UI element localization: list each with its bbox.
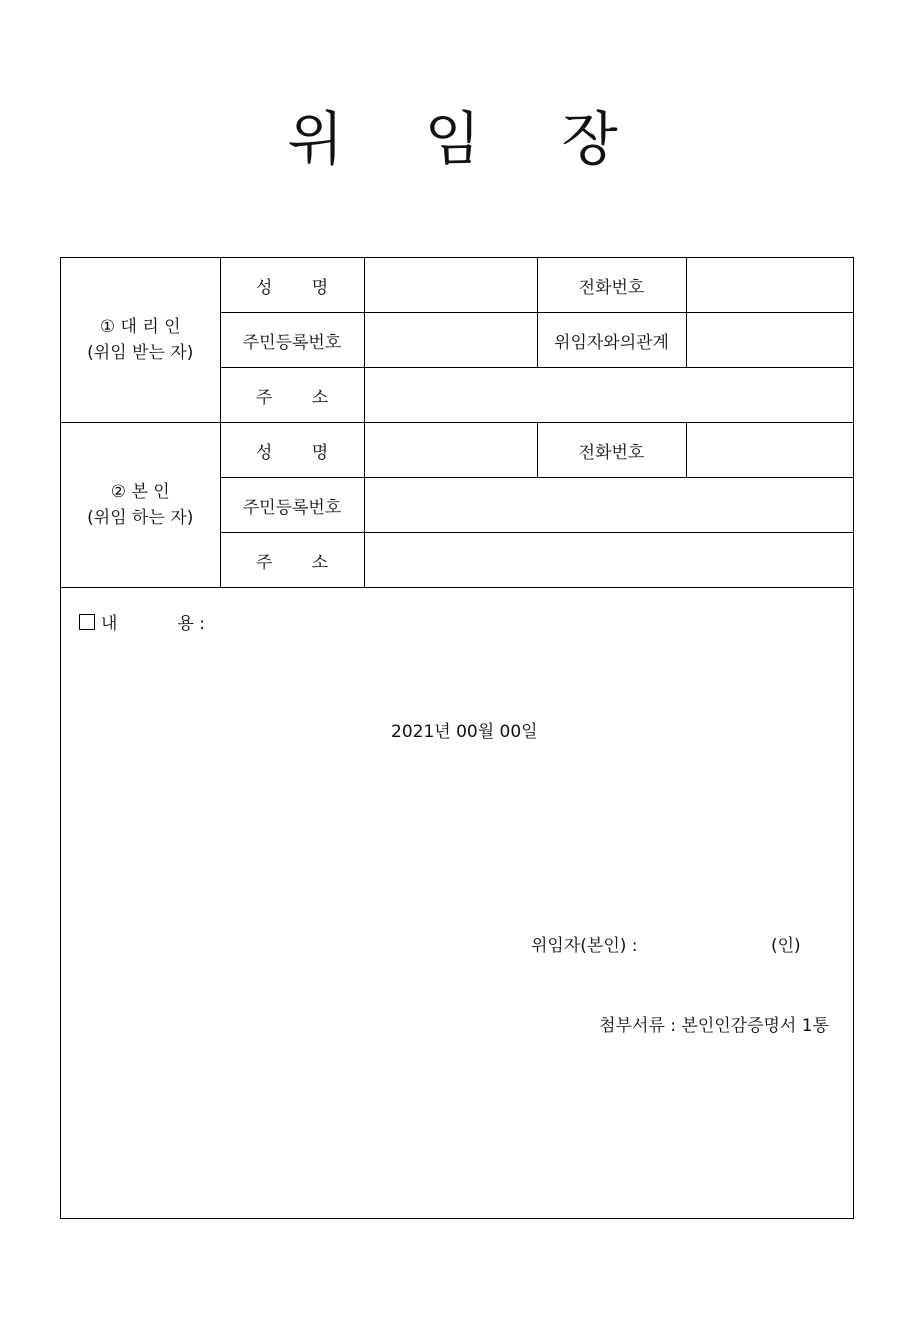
content-section bbox=[61, 585, 853, 1218]
principal-name-field[interactable] bbox=[364, 423, 537, 478]
agent-address-label: 주 소 bbox=[220, 368, 364, 423]
date-line: 2021년 00월 00일 bbox=[391, 722, 538, 742]
principal-address-field[interactable] bbox=[364, 533, 853, 588]
principal-row-name bbox=[61, 423, 853, 478]
title-char: 위 bbox=[287, 105, 344, 173]
form-frame bbox=[60, 257, 854, 1219]
seal-label: (인) bbox=[771, 936, 801, 956]
checkbox-square-icon bbox=[79, 614, 95, 630]
attachment-note: 첨부서류 : 본인인감증명서 1통 bbox=[599, 1016, 829, 1036]
agent-group-title: ① 대 리 인 bbox=[99, 317, 181, 337]
principal-group-label bbox=[61, 423, 220, 588]
content-label-tail: 용 : bbox=[177, 614, 205, 634]
principal-phone-label: 전화번호 bbox=[537, 423, 686, 478]
agent-row-name bbox=[61, 258, 853, 313]
agent-group-label bbox=[61, 258, 220, 423]
agent-address-field[interactable] bbox=[364, 368, 853, 423]
document-title bbox=[0, 92, 905, 176]
title-char: 장 bbox=[561, 105, 618, 173]
principal-name-label: 성 명 bbox=[220, 423, 364, 478]
agent-rrn-field[interactable] bbox=[364, 313, 537, 368]
agent-phone-label: 전화번호 bbox=[537, 258, 686, 313]
principal-rrn-field[interactable] bbox=[364, 478, 853, 533]
principal-phone-field[interactable] bbox=[686, 423, 853, 478]
principal-address-label: 주 소 bbox=[220, 533, 364, 588]
principal-group-subtitle: (위임 하는 자) bbox=[87, 508, 194, 528]
form-table bbox=[61, 258, 853, 588]
agent-group-subtitle: (위임 받는 자) bbox=[87, 343, 194, 363]
agent-rrn-label: 주민등록번호 bbox=[220, 313, 364, 368]
signer-label: 위임자(본인) : bbox=[531, 936, 638, 956]
agent-relation-label: 위임자와의관계 bbox=[537, 313, 686, 368]
principal-group-title: ② 본 인 bbox=[110, 482, 170, 502]
agent-relation-field[interactable] bbox=[686, 313, 853, 368]
content-label bbox=[79, 609, 205, 634]
agent-name-label: 성 명 bbox=[220, 258, 364, 313]
title-char: 임 bbox=[424, 105, 481, 173]
agent-phone-field[interactable] bbox=[686, 258, 853, 313]
content-label-head: 내 bbox=[101, 614, 118, 634]
agent-name-field[interactable] bbox=[364, 258, 537, 313]
signature-line bbox=[531, 931, 801, 956]
principal-rrn-label: 주민등록번호 bbox=[220, 478, 364, 533]
